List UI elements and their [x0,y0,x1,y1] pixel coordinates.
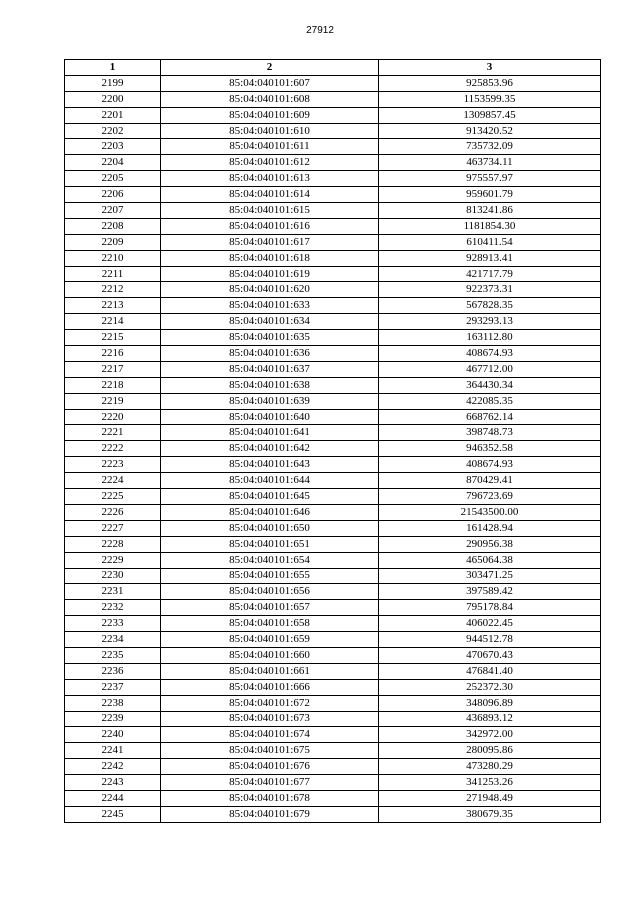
value-cell: 1181854.30 [379,218,601,234]
cadastral-number-cell: 85:04:040101:645 [161,489,379,505]
cadastral-number-cell: 85:04:040101:676 [161,759,379,775]
value-cell: 735732.09 [379,139,601,155]
table-header-row [65,60,601,76]
cadastral-number-cell: 85:04:040101:661 [161,663,379,679]
table-row [65,520,601,536]
cadastral-number-cell: 85:04:040101:660 [161,647,379,663]
table-row [65,203,601,219]
table-row [65,298,601,314]
value-cell: 271948.49 [379,790,601,806]
value-cell: 303471.25 [379,568,601,584]
table-row [65,473,601,489]
value-cell: 422085.35 [379,393,601,409]
cadastral-number-cell: 85:04:040101:650 [161,520,379,536]
value-cell: 467712.00 [379,361,601,377]
cadastral-number-cell: 85:04:040101:646 [161,504,379,520]
cadastral-number-cell: 85:04:040101:634 [161,314,379,330]
table-row [65,647,601,663]
row-number-cell: 2215 [65,330,161,346]
value-cell: 380679.35 [379,806,601,822]
cadastral-number-cell: 85:04:040101:619 [161,266,379,282]
table-row [65,393,601,409]
cadastral-number-cell: 85:04:040101:637 [161,361,379,377]
table-row [65,536,601,552]
cadastral-number-cell: 85:04:040101:615 [161,203,379,219]
cadastral-number-cell: 85:04:040101:658 [161,616,379,632]
row-number-cell: 2235 [65,647,161,663]
row-number-cell: 2244 [65,790,161,806]
table-row [65,568,601,584]
row-number-cell: 2229 [65,552,161,568]
value-cell: 470670.43 [379,647,601,663]
value-cell: 397589.42 [379,584,601,600]
table-row [65,489,601,505]
value-cell: 1309857.45 [379,107,601,123]
value-cell: 163112.80 [379,330,601,346]
value-cell: 813241.86 [379,203,601,219]
table-row [65,775,601,791]
row-number-cell: 2211 [65,266,161,282]
value-cell: 913420.52 [379,123,601,139]
value-cell: 280095.86 [379,743,601,759]
row-number-cell: 2217 [65,361,161,377]
cadastral-number-cell: 85:04:040101:613 [161,171,379,187]
row-number-cell: 2243 [65,775,161,791]
row-number-cell: 2213 [65,298,161,314]
row-number-cell: 2220 [65,409,161,425]
row-number-cell: 2227 [65,520,161,536]
value-cell: 870429.41 [379,473,601,489]
table-row [65,330,601,346]
row-number-cell: 2224 [65,473,161,489]
row-number-cell: 2207 [65,203,161,219]
table-row [65,377,601,393]
cadastral-number-cell: 85:04:040101:678 [161,790,379,806]
table-row [65,155,601,171]
table-row [65,711,601,727]
row-number-cell: 2238 [65,695,161,711]
table-row [65,139,601,155]
cadastral-number-cell: 85:04:040101:654 [161,552,379,568]
cadastral-number-cell: 85:04:040101:617 [161,234,379,250]
table-row [65,600,601,616]
value-cell: 1153599.35 [379,91,601,107]
cadastral-number-cell: 85:04:040101:640 [161,409,379,425]
value-cell: 252372.30 [379,679,601,695]
table-row [65,123,601,139]
value-cell: 421717.79 [379,266,601,282]
table-row [65,790,601,806]
value-cell: 408674.93 [379,457,601,473]
row-number-cell: 2204 [65,155,161,171]
cadastral-number-cell: 85:04:040101:679 [161,806,379,822]
cadastral-number-cell: 85:04:040101:636 [161,346,379,362]
table-row [65,234,601,250]
cadastral-number-cell: 85:04:040101:610 [161,123,379,139]
table-row [65,727,601,743]
value-cell: 463734.11 [379,155,601,171]
row-number-cell: 2202 [65,123,161,139]
row-number-cell: 2216 [65,346,161,362]
table-row [65,743,601,759]
cadastral-number-cell: 85:04:040101:641 [161,425,379,441]
cadastral-number-cell: 85:04:040101:620 [161,282,379,298]
cadastral-number-cell: 85:04:040101:633 [161,298,379,314]
cadastral-number-cell: 85:04:040101:675 [161,743,379,759]
cadastral-number-cell: 85:04:040101:612 [161,155,379,171]
row-number-cell: 2240 [65,727,161,743]
table-row [65,171,601,187]
cadastral-number-cell: 85:04:040101:607 [161,75,379,91]
row-number-cell: 2223 [65,457,161,473]
value-cell: 975557.97 [379,171,601,187]
column-header-2: 2 [161,60,379,76]
value-cell: 341253.26 [379,775,601,791]
row-number-cell: 2219 [65,393,161,409]
cadastral-number-cell: 85:04:040101:677 [161,775,379,791]
value-cell: 795178.84 [379,600,601,616]
cadastral-number-cell: 85:04:040101:635 [161,330,379,346]
table-row [65,314,601,330]
table-row [65,695,601,711]
row-number-cell: 2233 [65,616,161,632]
value-cell: 342972.00 [379,727,601,743]
value-cell: 398748.73 [379,425,601,441]
table-row [65,679,601,695]
value-cell: 796723.69 [379,489,601,505]
table-row [65,759,601,775]
value-cell: 364430.34 [379,377,601,393]
row-number-cell: 2234 [65,632,161,648]
table-row [65,632,601,648]
column-header-1: 1 [65,60,161,76]
row-number-cell: 2212 [65,282,161,298]
table-row [65,218,601,234]
cadastral-number-cell: 85:04:040101:674 [161,727,379,743]
cadastral-number-cell: 85:04:040101:639 [161,393,379,409]
value-cell: 465064.38 [379,552,601,568]
row-number-cell: 2239 [65,711,161,727]
row-number-cell: 2231 [65,584,161,600]
value-cell: 21543500.00 [379,504,601,520]
row-number-cell: 2208 [65,218,161,234]
row-number-cell: 2242 [65,759,161,775]
value-cell: 944512.78 [379,632,601,648]
value-cell: 473280.29 [379,759,601,775]
cadastral-number-cell: 85:04:040101:644 [161,473,379,489]
cadastral-number-cell: 85:04:040101:672 [161,695,379,711]
table-row [65,663,601,679]
row-number-cell: 2232 [65,600,161,616]
column-header-3: 3 [379,60,601,76]
value-cell: 290956.38 [379,536,601,552]
cadastral-number-cell: 85:04:040101:655 [161,568,379,584]
page-number: 27912 [306,25,334,36]
value-cell: 928913.41 [379,250,601,266]
table-row [65,552,601,568]
cadastral-number-cell: 85:04:040101:611 [161,139,379,155]
table-row [65,409,601,425]
table-row [65,187,601,203]
value-cell: 293293.13 [379,314,601,330]
row-number-cell: 2201 [65,107,161,123]
value-cell: 567828.35 [379,298,601,314]
cadastral-number-cell: 85:04:040101:618 [161,250,379,266]
value-cell: 408674.93 [379,346,601,362]
table-row [65,75,601,91]
table-row [65,616,601,632]
row-number-cell: 2236 [65,663,161,679]
row-number-cell: 2218 [65,377,161,393]
table-row [65,107,601,123]
table-row [65,250,601,266]
data-table [64,59,601,823]
table-row [65,806,601,822]
row-number-cell: 2226 [65,504,161,520]
cadastral-number-cell: 85:04:040101:666 [161,679,379,695]
table-row [65,282,601,298]
value-cell: 161428.94 [379,520,601,536]
row-number-cell: 2245 [65,806,161,822]
value-cell: 668762.14 [379,409,601,425]
table-row [65,361,601,377]
row-number-cell: 2222 [65,441,161,457]
cadastral-number-cell: 85:04:040101:642 [161,441,379,457]
row-number-cell: 2210 [65,250,161,266]
value-cell: 406022.45 [379,616,601,632]
row-number-cell: 2209 [65,234,161,250]
table-row [65,425,601,441]
table-body [65,75,601,822]
table-row [65,457,601,473]
row-number-cell: 2228 [65,536,161,552]
cadastral-number-cell: 85:04:040101:673 [161,711,379,727]
row-number-cell: 2225 [65,489,161,505]
cadastral-number-cell: 85:04:040101:643 [161,457,379,473]
row-number-cell: 2199 [65,75,161,91]
cadastral-number-cell: 85:04:040101:638 [161,377,379,393]
row-number-cell: 2221 [65,425,161,441]
table-row [65,441,601,457]
value-cell: 959601.79 [379,187,601,203]
table-row [65,584,601,600]
cadastral-number-cell: 85:04:040101:616 [161,218,379,234]
row-number-cell: 2203 [65,139,161,155]
cadastral-number-cell: 85:04:040101:614 [161,187,379,203]
row-number-cell: 2237 [65,679,161,695]
row-number-cell: 2206 [65,187,161,203]
cadastral-number-cell: 85:04:040101:657 [161,600,379,616]
table-row [65,91,601,107]
row-number-cell: 2214 [65,314,161,330]
value-cell: 348096.89 [379,695,601,711]
cadastral-number-cell: 85:04:040101:651 [161,536,379,552]
value-cell: 610411.54 [379,234,601,250]
table-row [65,266,601,282]
cadastral-number-cell: 85:04:040101:659 [161,632,379,648]
value-cell: 946352.58 [379,441,601,457]
cadastral-number-cell: 85:04:040101:608 [161,91,379,107]
row-number-cell: 2241 [65,743,161,759]
cadastral-number-cell: 85:04:040101:656 [161,584,379,600]
value-cell: 925853.96 [379,75,601,91]
table-row [65,504,601,520]
row-number-cell: 2230 [65,568,161,584]
row-number-cell: 2205 [65,171,161,187]
row-number-cell: 2200 [65,91,161,107]
cadastral-number-cell: 85:04:040101:609 [161,107,379,123]
value-cell: 436893.12 [379,711,601,727]
table-row [65,346,601,362]
value-cell: 922373.31 [379,282,601,298]
value-cell: 476841.40 [379,663,601,679]
